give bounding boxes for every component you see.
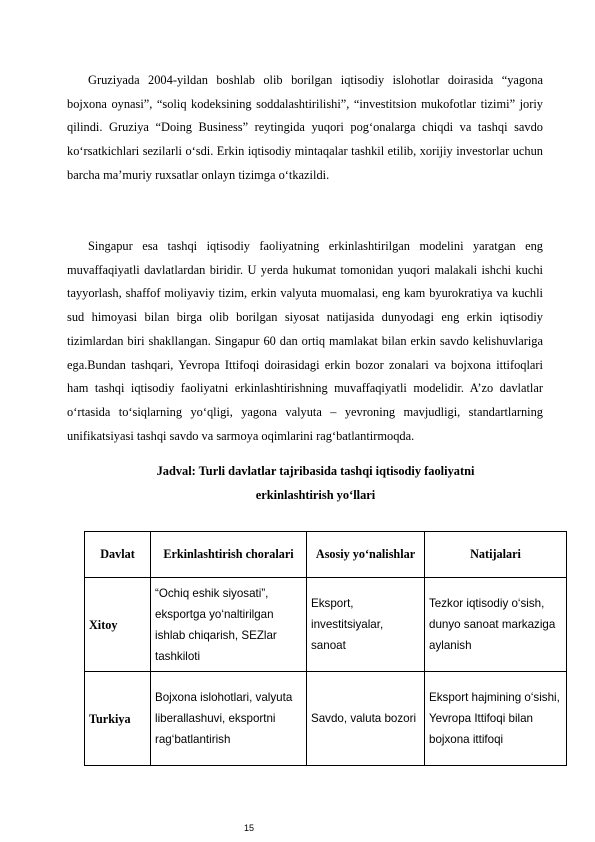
cell-results: Tezkor iqtisodiy o‘sish, dunyo sanoat markaziga aylanish (425, 578, 567, 672)
table-caption-line2: erkinlashtirish yo‘llari (255, 487, 376, 502)
table-row (85, 578, 567, 672)
header-natijalari: Natijalari (425, 532, 567, 578)
header-davlat: Davlat (85, 532, 151, 578)
cell-country: Xitoy (85, 578, 151, 672)
table-row (85, 672, 567, 766)
page-number: 15 (244, 823, 255, 833)
cell-directions: Savdo, valuta bozori (307, 672, 425, 766)
cell-directions: Eksport, investitsiyalar, sanoat (307, 578, 425, 672)
table-header-row (85, 532, 567, 578)
cell-measures: “Ochiq eshik siyosati”, eksportga yo‘naltirilgan ishlab chiqarish, SEZlar tashkiloti (151, 578, 307, 672)
header-choralari: Erkinlashtirish choralari (151, 532, 307, 578)
header-yonalishlar: Asosiy yo‘nalishlar (307, 532, 425, 578)
cell-measures: Bojxona islohotlari, valyuta liberallashuvi, eksportni rag‘batlantirish (151, 672, 307, 766)
paragraph-georgia: Gruziyada 2004-yildan boshlab olib borilgan iqtisodiy islohotlar doirasida “yagona bojxona oynasi”, “soliq kodeksining soddalashtirilishi”, “investitsion mukofotlar tizimi” joriy qilindi. Gruziya “Doing Business” reytingida yuqori pog‘onalarga chiqdi va tashqi savdo ko‘rsatkichlari sezilarli o‘sdi. Erkin iqtisodiy mintaqalar tashkil etilib, xorijiy investorlar uchun barcha ma’muriy ruxsatlar onlayn tizimga o‘tkazildi. (67, 73, 543, 182)
paragraph-singapore: Singapur esa tashqi iqtisodiy faoliyatning erkinlashtirilgan modelini yaratgan eng muvaffaqiyatli davlatlardan biridir. U yerda hukumat tomonidan yuqori malakali ishchi kuchi tayyorlash, shaffof moliyaviy tizim, erkin valyuta muomalasi, eng kam byurokratiya va kuchli sud himoyasi bilan birga olib borilgan siyosat natijasida dunyodagi eng erkin iqtisodiy tizimlardan biri shakllangan. Singapur 60 dan ortiq mamlakat bilan erkin savdo kelishuvlariga ega.Bundan tashqari, Yevropa Ittifoqi doirasidagi erkin bozor zonalari va bojxona ittifoqlari ham tashqi iqtisodiy faoliyatni erkinlashtirishning muvaffaqiyatli modelidir. A’zo davlatlar o‘rtasida to‘siqlarning yo‘qligi, yagona valyuta – yevroning mavjudligi, standartlarning unifikatsiyasi tashqi savdo va sarmoya oqimlarini rag‘batlantirmoqda. (67, 239, 543, 443)
table-caption (88, 460, 543, 507)
table-caption-line1: Jadval: Turli davlatlar tajribasida tashqi iqtisodiy faoliyatni (156, 464, 475, 478)
comparison-table (84, 531, 567, 766)
cell-results: Eksport hajmining o‘sishi, Yevropa Ittifoqi bilan bojxona ittifoqi (425, 672, 567, 766)
cell-country: Turkiya (85, 672, 151, 766)
